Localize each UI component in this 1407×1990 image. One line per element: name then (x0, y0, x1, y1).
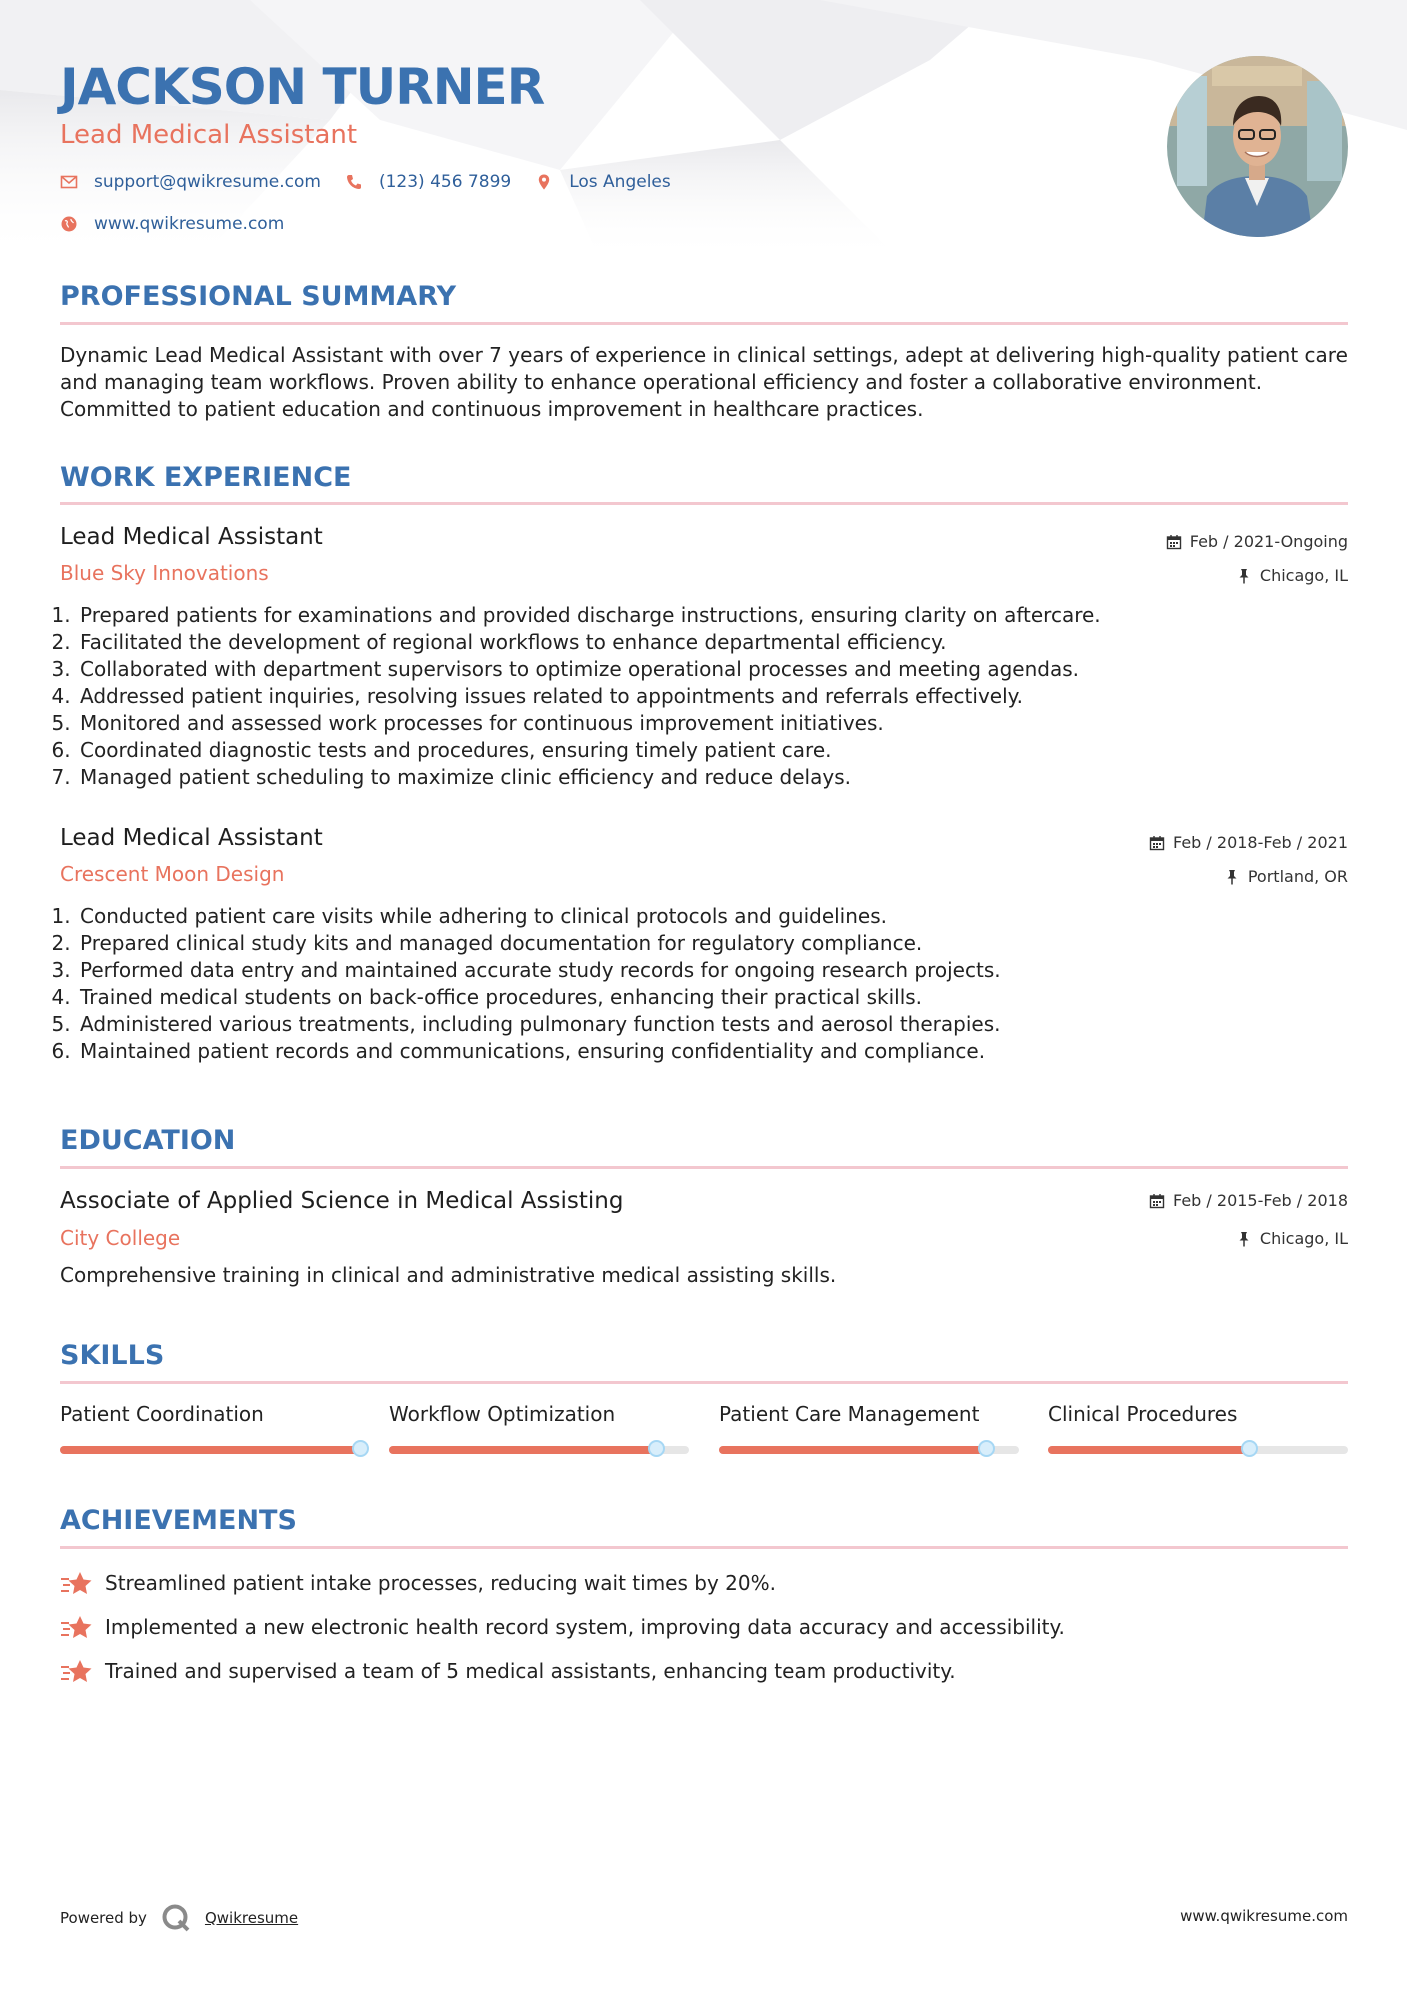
skill-bar-fill (719, 1446, 986, 1454)
list-item: 5. Monitored and assessed work processes for continuous improvement initiatives. (77, 710, 1347, 737)
footer-branding (60, 1903, 298, 1933)
education-dates-text: Feb / 2015-Feb / 2018 (1173, 1191, 1348, 1210)
list-item: 7. Managed patient scheduling to maximize clinic efficiency and reduce delays. (77, 764, 1347, 791)
envelope-icon (60, 173, 78, 191)
list-item: 5. Administered various treatments, including pulmonary function tests and aerosol therapies. (77, 1011, 1347, 1038)
job-location (1236, 566, 1348, 585)
calendar-icon (1149, 835, 1165, 851)
location-text: Los Angeles (569, 172, 671, 192)
list-item: 6. Coordinated diagnostic tests and procedures, ensuring timely patient care. (77, 737, 1347, 764)
powered-by-label: Powered by (60, 1909, 147, 1927)
list-item: 3. Collaborated with department supervisors to optimize operational processes and meeting agendas. (77, 656, 1347, 683)
profile-photo (1167, 56, 1348, 237)
skills-heading: SKILLS (60, 1340, 165, 1371)
list-item: 2. Prepared clinical study kits and managed documentation for regulatory compliance. (77, 930, 1347, 957)
star-icon (60, 1614, 93, 1640)
education-location (1236, 1229, 1348, 1248)
achievement-text: Implemented a new electronic health record system, improving data accuracy and accessibility. (105, 1615, 1065, 1639)
website-link[interactable]: www.qwikresume.com (94, 214, 285, 234)
skill-bar (60, 1446, 360, 1454)
summary-heading: PROFESSIONAL SUMMARY (60, 281, 457, 312)
star-icon (60, 1570, 93, 1596)
section-divider (60, 1546, 1348, 1549)
section-divider (60, 1381, 1348, 1384)
pushpin-icon (1236, 568, 1252, 584)
skill-bar-knob (978, 1440, 995, 1457)
skill-bar-knob (352, 1440, 369, 1457)
list-item: 4. Addressed patient inquiries, resolving issues related to appointments and referrals effectively. (77, 683, 1347, 710)
job-location (1224, 867, 1348, 886)
phone-number[interactable]: (123) 456 7899 (378, 172, 512, 192)
achievement-text: Trained and supervised a team of 5 medical assistants, enhancing team productivity. (105, 1659, 956, 1683)
star-icon (60, 1658, 93, 1684)
summary-text: Dynamic Lead Medical Assistant with over 7 years of experience in clinical settings, adept at delivering high-quality patient care and managing team workflows. Proven ability to enhance operational efficiency and foster a collaborative environment. Committed to patient education and continuous improvement in healthcare practices. (60, 343, 1348, 421)
globe-icon (60, 215, 78, 233)
skill-bar-knob (648, 1440, 665, 1457)
skill-label: Patient Care Management (719, 1402, 980, 1426)
section-divider (60, 1166, 1348, 1169)
skill-bar (389, 1446, 689, 1454)
school-name: City College (60, 1226, 181, 1250)
skill-item (60, 1402, 360, 1426)
brand-link[interactable]: Qwikresume (204, 1909, 299, 1927)
pushpin-icon (1224, 869, 1240, 885)
skill-bar-fill (60, 1446, 360, 1454)
skill-bar-fill (1048, 1446, 1249, 1454)
achievement-item (60, 1614, 1065, 1640)
skill-bar-fill (389, 1446, 656, 1454)
job-title: Lead Medical Assistant (60, 524, 323, 550)
job-location-text: Portland, OR (1247, 867, 1348, 886)
skill-label: Workflow Optimization (389, 1402, 616, 1426)
job-bullets (55, 903, 1347, 1065)
education-location-text: Chicago, IL (1259, 1229, 1348, 1248)
job-dates (1166, 532, 1348, 551)
job-location-text: Chicago, IL (1259, 566, 1348, 585)
footer-website-link[interactable]: www.qwikresume.com (1180, 1907, 1348, 1925)
achievement-text: Streamlined patient intake processes, reducing wait times by 20%. (105, 1571, 776, 1595)
achievement-item (60, 1570, 776, 1596)
list-item: 1. Conducted patient care visits while adhering to clinical protocols and guidelines. (77, 903, 1347, 930)
pushpin-icon (1236, 1231, 1252, 1247)
job-dates (1149, 833, 1348, 852)
skill-bar (719, 1446, 1019, 1454)
skill-item (1048, 1402, 1348, 1426)
list-item: 2. Facilitated the development of regional workflows to enhance departmental efficiency. (77, 629, 1347, 656)
degree-title: Associate of Applied Science in Medical Assisting (60, 1188, 624, 1214)
achievement-item (60, 1658, 956, 1684)
skill-bar-knob (1241, 1440, 1258, 1457)
job-bullets (55, 602, 1347, 791)
education-description: Comprehensive training in clinical and administrative medical assisting skills. (60, 1263, 837, 1287)
calendar-icon (1166, 534, 1182, 550)
job-dates-text: Feb / 2018-Feb / 2021 (1173, 833, 1348, 852)
skill-label: Patient Coordination (60, 1402, 264, 1426)
section-divider (60, 502, 1348, 505)
contact-row (60, 172, 695, 192)
skill-label: Clinical Procedures (1048, 1402, 1238, 1426)
education-heading: EDUCATION (60, 1125, 236, 1156)
phone-icon (345, 173, 363, 191)
website-row (60, 214, 308, 234)
experience-heading: WORK EXPERIENCE (60, 462, 352, 493)
company-name: Crescent Moon Design (60, 862, 285, 886)
list-item: 3. Performed data entry and maintained accurate study records for ongoing research projects. (77, 957, 1347, 984)
job-title: Lead Medical Assistant (60, 825, 323, 851)
education-dates (1149, 1191, 1348, 1210)
candidate-title: Lead Medical Assistant (60, 120, 358, 150)
calendar-icon (1149, 1193, 1165, 1209)
list-item: 6. Maintained patient records and communications, ensuring confidentiality and compliance. (77, 1038, 1347, 1065)
map-pin-icon (535, 173, 553, 191)
skill-item (719, 1402, 1019, 1426)
company-name: Blue Sky Innovations (60, 561, 269, 585)
email-link[interactable]: support@qwikresume.com (94, 172, 321, 192)
candidate-name: JACKSON TURNER (60, 58, 545, 116)
section-divider (60, 322, 1348, 325)
list-item: 4. Trained medical students on back-office procedures, enhancing their practical skills. (77, 984, 1347, 1011)
qwikresume-logo-icon (161, 1903, 191, 1933)
job-dates-text: Feb / 2021-Ongoing (1189, 532, 1348, 551)
achievements-heading: ACHIEVEMENTS (60, 1505, 297, 1536)
list-item: 1. Prepared patients for examinations and provided discharge instructions, ensuring clarity on aftercare. (77, 602, 1347, 629)
skill-item (389, 1402, 689, 1426)
resume-page (60, 0, 1348, 1990)
skill-bar (1048, 1446, 1348, 1454)
